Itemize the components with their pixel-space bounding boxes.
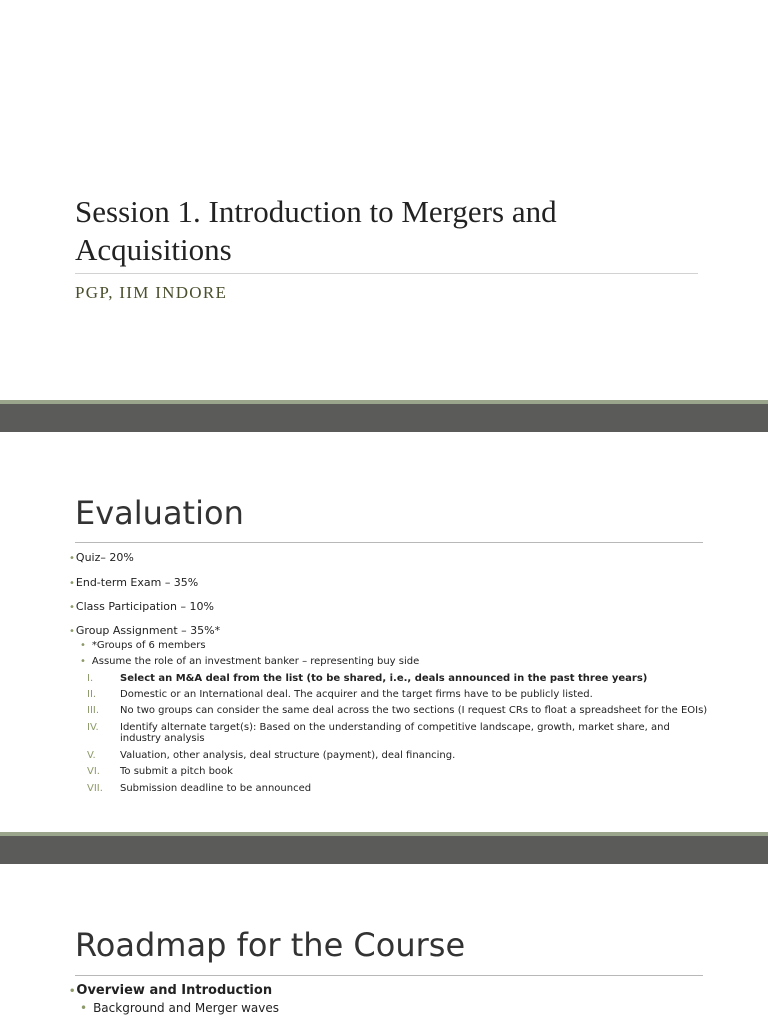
slide-separator — [0, 832, 768, 864]
bullet-icon: • — [69, 578, 75, 589]
bullet-icon: • — [80, 640, 86, 651]
title-slide — [0, 0, 768, 400]
title-divider — [75, 542, 703, 543]
bullet-item: •Class Participation – 10% — [69, 600, 214, 613]
list-item-text: Domestic or an International deal. The acquirer and the target firms have to be publicly listed. — [120, 689, 593, 700]
roadmap-slide — [0, 864, 768, 1024]
list-item-text: Valuation, other analysis, deal structure (payment), deal financing. — [120, 750, 456, 761]
bullet-icon: • — [69, 602, 75, 613]
bullet-item: •Group Assignment – 35%* — [69, 624, 221, 637]
list-number: VI. — [87, 766, 100, 777]
list-number: II. — [87, 689, 97, 700]
title-divider — [75, 273, 698, 274]
separator-accent — [0, 400, 768, 404]
bullet-item: •Quiz– 20% — [69, 551, 134, 564]
sub-bullet-item: • Background and Merger waves — [80, 1001, 279, 1015]
sub-bullet-item: • *Groups of 6 members — [80, 640, 206, 651]
list-item-text: No two groups can consider the same deal across the two sections (I request CRs to float a spreadsheet for the EOIs) — [120, 705, 708, 716]
title-divider — [75, 975, 703, 976]
list-number: III. — [87, 705, 100, 716]
slide-title: Evaluation — [75, 494, 244, 532]
bullet-icon: • — [80, 656, 86, 667]
separator-accent — [0, 832, 768, 836]
bullet-icon: • — [69, 986, 76, 997]
list-item-text: To submit a pitch book — [120, 766, 233, 777]
slide-title: Roadmap for the Course — [75, 926, 466, 964]
evaluation-slide — [0, 432, 768, 832]
list-item-text: Select an M&A deal from the list (to be shared, i.e., deals announced in the past three years) — [120, 673, 648, 684]
sub-bullet-item: • Assume the role of an investment banker – representing buy side — [80, 656, 420, 667]
bullet-item: •End-term Exam – 35% — [69, 576, 199, 589]
list-item-text: Identify alternate target(s): Based on the understanding of competitive landscape, growth, market share, and industry analysis — [120, 722, 670, 744]
slide-subtitle: PGP, IIM INDORE — [75, 283, 228, 302]
slide-title: Session 1. Introduction to Mergers and Acquisitions — [75, 194, 557, 267]
bullet-icon: • — [80, 1001, 88, 1015]
bullet-icon: • — [69, 553, 75, 564]
list-number: IV. — [87, 722, 99, 733]
bullet-icon: • — [69, 626, 75, 637]
bullet-item: •Overview and Introduction — [69, 983, 273, 998]
list-number: V. — [87, 750, 96, 761]
list-number: I. — [87, 673, 94, 684]
list-item-text: Submission deadline to be announced — [120, 783, 312, 794]
slide-separator — [0, 400, 768, 432]
list-number: VII. — [87, 783, 103, 794]
